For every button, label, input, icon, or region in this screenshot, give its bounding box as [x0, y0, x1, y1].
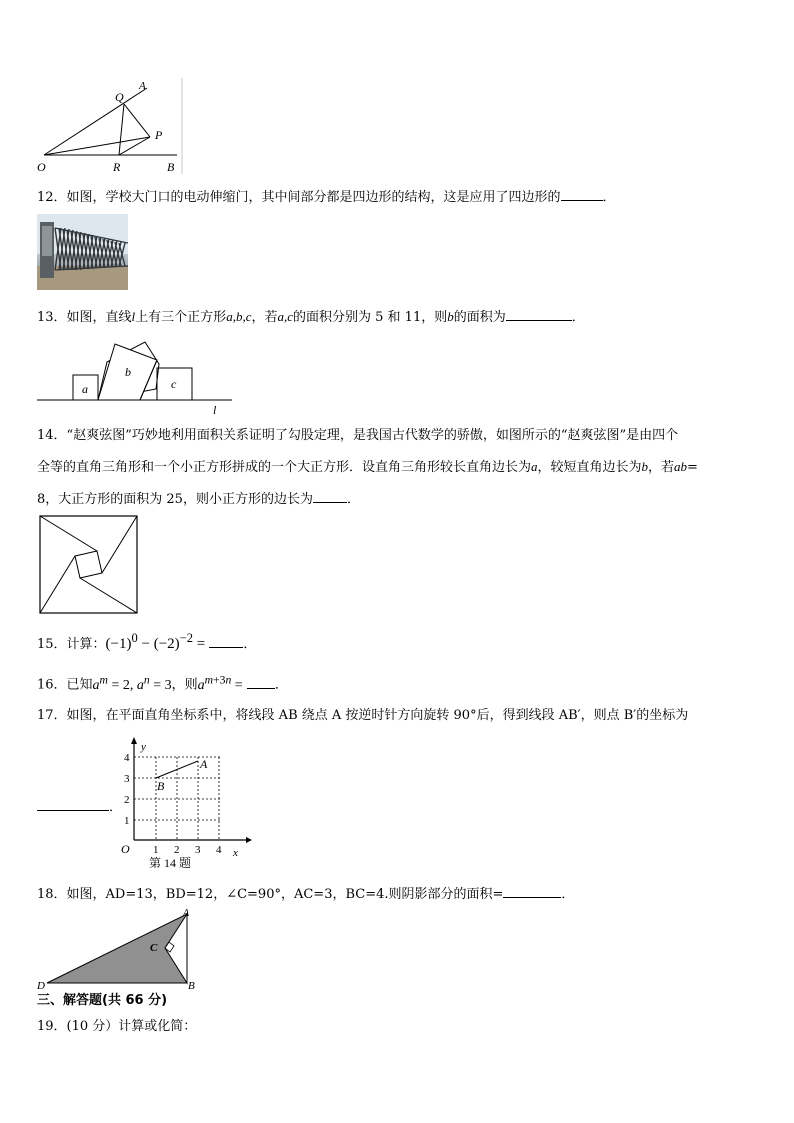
question-18-text: 18．如图，AD=13，BD=12，∠C=90°，AC=3，BC=4.则阴影部分的面积=: [37, 887, 504, 902]
x-tick-3: 3: [195, 844, 201, 856]
question-13-text-4: 的面积分别为 5 和 11，则: [293, 310, 448, 325]
question-13-text-2: 上有三个正方形: [135, 310, 227, 325]
figure-zhao-shuang: [39, 515, 139, 615]
y-tick-4: 4: [124, 752, 130, 764]
var-ac: a,c: [277, 309, 294, 324]
question-16: [37, 670, 288, 696]
label-square-a: a: [82, 382, 88, 396]
small-square: [75, 551, 102, 578]
label-o: O: [37, 160, 46, 174]
question-15: [37, 628, 256, 655]
label-q: Q: [115, 90, 124, 104]
question-15-end: ．: [243, 637, 257, 652]
question-17-answer: [37, 796, 122, 818]
question-16-text: 16．已知: [37, 677, 93, 693]
figure-shaded-triangle-svg: [37, 908, 197, 990]
question-13-text-5: 的面积为: [453, 310, 506, 325]
y-tick-1: 1: [124, 815, 130, 827]
question-18-end: ．: [561, 887, 575, 902]
question-14-line-3: [37, 488, 360, 510]
figure-angle-opqr: [37, 78, 185, 176]
figure-caption: 第 14 题: [149, 856, 192, 870]
segment-ab: [156, 761, 198, 778]
answer-blank-16[interactable]: [247, 674, 275, 689]
x-tick-4: 4: [216, 844, 222, 856]
question-14-line-2: [37, 457, 698, 478]
question-15-expression: $(-1)^0 - (-2)^{-2}$ =: [105, 631, 206, 652]
label-b: B: [167, 160, 175, 174]
label-line-l: l: [213, 403, 217, 416]
question-15-text: 15．计算：: [37, 637, 106, 652]
label-r: R: [113, 160, 121, 174]
answer-blank-18[interactable]: [503, 883, 561, 898]
question-12-end: ．: [602, 190, 616, 205]
question-14-end: ．: [346, 492, 360, 507]
answer-blank-14[interactable]: [313, 488, 347, 503]
question-18: [37, 883, 574, 905]
answer-blank-15[interactable]: [209, 633, 243, 648]
question-13-end: ．: [571, 310, 585, 325]
question-19-text: 19．(10 分）计算或化简：: [37, 1019, 197, 1034]
gate-photo: [37, 214, 128, 290]
label-square-c: c: [171, 377, 177, 391]
x-tick-2: 2: [174, 844, 180, 856]
answer-blank-13[interactable]: [506, 306, 572, 321]
question-14-text-2a: 全等的直角三角形和一个小正方形拼成的一个大正方形．设直角三角形较长直角边长为: [37, 460, 532, 475]
y-tick-2: 2: [124, 794, 130, 806]
var-abc: a,b,c: [226, 309, 252, 324]
x-tick-1: 1: [153, 844, 159, 856]
question-14-text-2b: ，较短直角边长为: [537, 460, 642, 475]
gate-photo-svg: [37, 214, 128, 290]
figure-squares-on-line: [37, 338, 232, 416]
axis-label-x: x: [233, 847, 238, 859]
question-14-text-1: 14．“赵爽弦图”巧妙地利用面积关系证明了勾股定理，是我国古代数学的骄傲，如图所示的“赵爽弦图”是由四个: [37, 428, 679, 443]
label-square-b: b: [125, 365, 131, 379]
answer-blank-17[interactable]: [37, 796, 109, 811]
question-13-text-1: 13．如图，直线: [37, 310, 132, 325]
question-16-expression-2: $a^{m+3n}$ =: [197, 673, 243, 693]
figure-squares-on-line-svg: [37, 338, 232, 416]
point-a-label: A: [200, 757, 208, 771]
question-16-expression: $a^m = 2$, $a^n = 3$: [92, 673, 172, 693]
question-16-end: ．: [274, 677, 288, 693]
figure-shaded-triangle: [37, 908, 197, 990]
var-b: b: [447, 309, 454, 324]
label-c-18: C: [150, 942, 158, 954]
axis-label-y: y: [141, 741, 146, 753]
figure-zhao-shuang-svg: [39, 515, 139, 615]
label-p: P: [155, 128, 163, 142]
question-19: [37, 1017, 196, 1037]
question-13: [37, 306, 585, 328]
figure-coordinate-grid-svg: [118, 736, 258, 871]
y-tick-3: 3: [124, 773, 130, 785]
label-a: A: [139, 80, 146, 92]
label-d-18: D: [37, 980, 45, 990]
point-b-label: B: [157, 779, 165, 793]
answer-blank-12[interactable]: [561, 186, 603, 201]
question-17-text: 17．如图，在平面直角坐标系中，将线段 AB 绕点 A 按逆时针方向旋转 90°后，得到线段 AB′，则点 B′的坐标为: [37, 708, 689, 723]
question-13-text-3: ，若: [251, 310, 278, 325]
question-14-line-1: [37, 426, 678, 446]
question-17-end: ．: [109, 800, 123, 815]
question-14-text-2d: =: [687, 460, 698, 475]
figure-angle-opqr-svg: [37, 78, 185, 176]
question-14-text-3: 8，大正方形的面积为 25，则小正方形的边长为: [37, 492, 313, 507]
label-a-18: A: [183, 908, 190, 919]
var-b-14: b: [641, 459, 649, 474]
var-ab: ab: [674, 459, 688, 474]
question-16-mid: ，则: [171, 677, 198, 693]
question-12: [37, 186, 616, 208]
var-a: a: [531, 459, 538, 474]
origin-label: O: [121, 842, 130, 856]
question-17: [37, 706, 688, 726]
question-14-text-2c: ，若: [648, 460, 675, 475]
section-3-title: 三、解答题(共 66 分): [37, 993, 168, 1008]
figure-coordinate-grid: [118, 736, 258, 871]
question-12-text: 12．如图，学校大门口的电动伸缩门，其中间部分都是四边形的结构，这是应用了四边形的: [37, 190, 561, 205]
var-l: l: [131, 309, 136, 324]
label-b-18: B: [188, 980, 195, 990]
